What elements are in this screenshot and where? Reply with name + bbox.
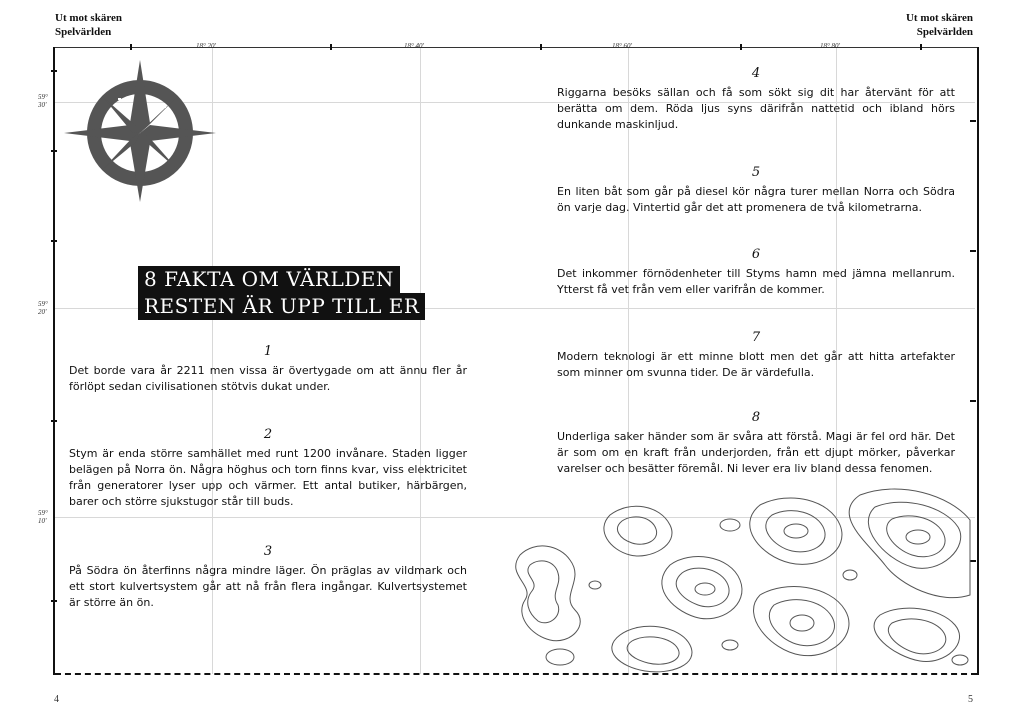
fact-item — [557, 66, 955, 133]
header-title: Ut mot skären — [55, 12, 123, 24]
border-tick — [540, 44, 542, 50]
border-tick — [970, 120, 976, 122]
fact-number: 1 — [263, 344, 273, 359]
latitude-degrees: 59° — [38, 300, 48, 308]
title-line-1: 8 FAKTA OM VÄRLDEN — [138, 266, 400, 293]
fact-number: 4 — [751, 66, 761, 81]
fact-number: 2 — [263, 427, 273, 442]
fact-text: Modern teknologi är ett minne blott men det går att hitta artefakter som minner om svunna tider. De är värdefulla. — [557, 350, 955, 379]
longitude-label: 18° 20' — [196, 42, 217, 50]
fact-item — [557, 330, 955, 381]
compass-rose-icon — [62, 58, 218, 204]
page-title — [138, 266, 425, 320]
longitude-label: 18° 60' — [612, 42, 633, 50]
border-tick — [51, 150, 57, 152]
fact-item — [557, 247, 955, 298]
fact-item — [69, 544, 467, 611]
fact-item — [69, 344, 467, 395]
border-tick — [970, 400, 976, 402]
fact-text: En liten båt som går på diesel kör några turer mellan Norra och Södra ön varje dag. Vintertid går det att promenera de två kilometrarna. — [557, 185, 955, 214]
running-header-left — [55, 11, 122, 39]
page-number-right: 5 — [968, 694, 973, 705]
border-tick — [330, 44, 332, 50]
longitude-label: 18° 40' — [404, 42, 425, 50]
contour-map-illustration — [500, 485, 974, 675]
fact-item — [557, 165, 955, 216]
fact-text: Riggarna besöks sällan och få som sökt sig dit har återvänt för att berätta om dem. Röda ljus syns därifrån nattetid och ibland hörs dunkande maskinljud. — [557, 86, 955, 131]
fact-text: Det borde vara år 2211 men vissa är övertygade om att ännu fler år förlöpt sedan civilisationen stötvis dukat under. — [69, 364, 467, 393]
latitude-label — [38, 93, 48, 109]
fact-item — [557, 410, 955, 477]
latitude-degrees: 59° — [38, 509, 48, 517]
header-subtitle: Spelvärlden — [55, 26, 112, 38]
fact-number: 6 — [751, 247, 761, 262]
border-tick — [51, 420, 57, 422]
latitude-degrees: 59° — [38, 93, 48, 101]
border-tick — [51, 70, 57, 72]
fact-number: 3 — [263, 544, 273, 559]
latitude-minutes: 30' — [38, 101, 47, 109]
fact-number: 7 — [751, 330, 761, 345]
border-tick — [51, 240, 57, 242]
fact-number: 8 — [751, 410, 761, 425]
border-tick — [740, 44, 742, 50]
fact-text: Det inkommer förnödenheter till Styms hamn med jämna mellanrum. Ytterst få vet från vem eller varifrån de kommer. — [557, 267, 955, 296]
header-title: Ut mot skären — [905, 12, 973, 24]
title-line-2: RESTEN ÄR UPP TILL ER — [138, 293, 425, 320]
page-number-left: 4 — [54, 694, 59, 705]
fact-item — [69, 427, 467, 510]
running-header-right — [906, 11, 973, 39]
latitude-minutes: 20' — [38, 308, 47, 316]
fact-text: Underliga saker händer som är svåra att förstå. Magi är fel ord här. Det är som om en kraft från underjorden, från ett djupt mörker, påverkar varelser och besätter föremål. Ni lever era liv bland dessa fenomen. — [557, 430, 955, 475]
fact-text: På Södra ön återfinns några mindre läger. Ön präglas av vildmark och ett stort kulvertsystem går att nå från flera ingångar. Kulvertsystemet är större än ön. — [69, 564, 467, 609]
border-tick — [130, 44, 132, 50]
header-subtitle: Spelvärlden — [916, 26, 973, 38]
latitude-label — [38, 509, 48, 525]
longitude-label: 18° 80' — [820, 42, 841, 50]
border-tick — [970, 250, 976, 252]
latitude-label — [38, 300, 48, 316]
fact-text: Stym är enda större samhället med runt 1200 invånare. Staden ligger belägen på Norra ön. Några höghus och torn finns kvar, viss elektricitet från generatorer lyser upp och värmer. Ett antal butiker, härbärgen, barer och större sjukstugor står till buds. — [69, 447, 467, 508]
fact-number: 5 — [751, 165, 761, 180]
border-tick — [51, 600, 57, 602]
latitude-minutes: 10' — [38, 517, 47, 525]
border-tick — [920, 44, 922, 50]
